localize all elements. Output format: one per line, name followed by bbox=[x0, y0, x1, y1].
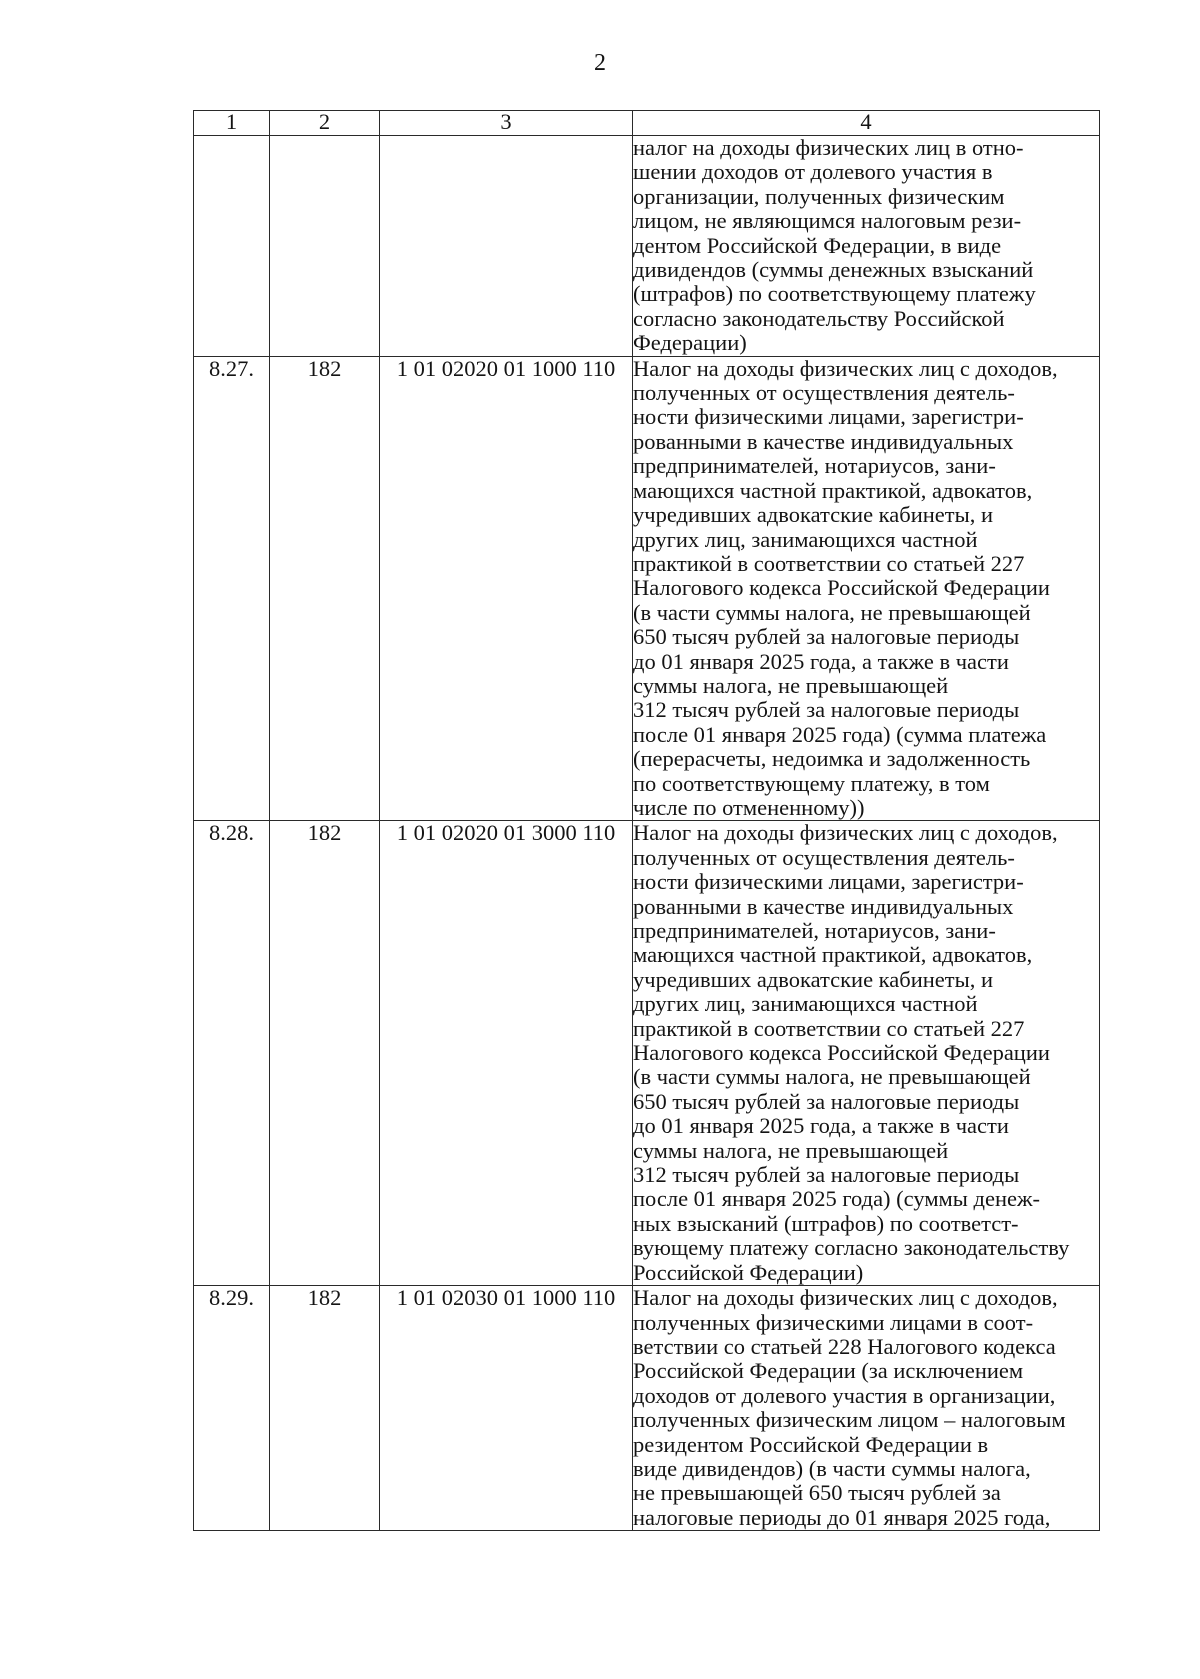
description-line: рованными в качестве индивидуальных bbox=[633, 893, 1014, 919]
description-line: других лиц, занимающихся частной bbox=[633, 991, 978, 1017]
description-line: Федерации) bbox=[633, 330, 747, 356]
description-line: других лиц, занимающихся частной bbox=[633, 526, 978, 552]
description-line: предпринимателей, нотариусов, зани- bbox=[633, 918, 996, 943]
table-row bbox=[194, 821, 1100, 1286]
description-line: числе по отмененному)) bbox=[633, 794, 865, 820]
description-line: рованными в качестве индивидуальных bbox=[633, 428, 1014, 454]
description-line: ности физическими лицами, зарегистри- bbox=[633, 869, 1024, 895]
description-line: резидентом Российской Федерации в bbox=[633, 1431, 989, 1457]
description-line: Налог на доходы физических лиц с доходов, bbox=[633, 820, 1058, 846]
description-line: не превышающей 650 тысяч рублей за bbox=[633, 1480, 1001, 1506]
description-line: полученных физическими лицами в соот- bbox=[633, 1309, 1034, 1335]
description-line: мающихся частной практикой, адвокатов, bbox=[633, 942, 1033, 968]
page-number: 2 bbox=[594, 50, 606, 76]
description-line: виде дивидендов) (в части суммы налога, bbox=[633, 1455, 1031, 1481]
description-line: организации, полученных физическим bbox=[633, 183, 1005, 209]
description-line: суммы налога, не превышающей bbox=[633, 672, 949, 698]
description-line: Российской Федерации) bbox=[633, 1259, 864, 1285]
description-line: дентом Российской Федерации, в виде bbox=[633, 232, 1002, 258]
description-line: практикой в соответствии со статьей 227 bbox=[633, 1015, 1025, 1041]
description-line: 650 тысяч рублей за налоговые периоды bbox=[633, 1088, 1020, 1114]
description-line: налоговые периоды до 01 января 2025 года, bbox=[633, 1504, 1051, 1530]
description-cell bbox=[633, 356, 1100, 821]
description-line: Налогового кодекса Российской Федерации bbox=[633, 575, 1050, 601]
description-line: (в части суммы налога, не превышающей bbox=[633, 599, 1031, 625]
description-line: предпринимателей, нотариусов, зани- bbox=[633, 453, 996, 479]
admin-code-cell: 182 bbox=[270, 821, 380, 1286]
row-number-cell: 8.28. bbox=[194, 821, 270, 1286]
description-line: полученных от осуществления деятель- bbox=[633, 844, 1015, 870]
description-line: мающихся частной практикой, адвокатов, bbox=[633, 477, 1033, 503]
description-line: практикой в соответствии со статьей 227 bbox=[633, 550, 1025, 576]
description-line: (штрафов) по соответствующему платежу bbox=[633, 281, 1036, 307]
description-line: ных взысканий (штрафов) по соответст- bbox=[633, 1210, 1019, 1236]
table-header-row bbox=[194, 111, 1100, 136]
table-row-continuation bbox=[194, 136, 1100, 357]
description-line: 650 тысяч рублей за налоговые периоды bbox=[633, 624, 1020, 650]
description-line: учредивших адвокатские кабинеты, и bbox=[633, 502, 994, 528]
column-header: 2 bbox=[270, 111, 380, 136]
description-line: суммы налога, не превышающей bbox=[633, 1137, 949, 1163]
description-line: ности физическими лицами, зарегистри- bbox=[633, 404, 1024, 430]
description-line: полученных физическим лицом – налоговым bbox=[633, 1407, 1066, 1433]
description-line: после 01 января 2025 года) (суммы денеж- bbox=[633, 1186, 1041, 1212]
description-line: шении доходов от долевого участия в bbox=[633, 159, 993, 185]
description-line: по соответствующему платежу, в том bbox=[633, 770, 990, 796]
kbk-cell: 1 01 02020 01 3000 110 bbox=[380, 821, 633, 1286]
description-line: согласно законодательству Российской bbox=[633, 305, 1005, 331]
description-line: Российской Федерации (за исключением bbox=[633, 1358, 1024, 1384]
description-line: до 01 января 2025 года, а также в части bbox=[633, 1113, 1009, 1139]
description-line: доходов от долевого участия в организации, bbox=[633, 1382, 1056, 1408]
description-line: Налогового кодекса Российской Федерации bbox=[633, 1040, 1050, 1066]
row-number-cell bbox=[194, 136, 270, 357]
kbk-cell: 1 01 02020 01 1000 110 bbox=[380, 356, 633, 821]
description-line: (перерасчеты, недоимка и задолженность bbox=[633, 746, 1031, 772]
kbk-cell: 1 01 02030 01 1000 110 bbox=[380, 1286, 633, 1531]
description-line: лицом, не являющимся налоговым рези- bbox=[633, 208, 1022, 234]
description-line: после 01 января 2025 года) (сумма платежа bbox=[633, 721, 1047, 747]
description-line: вующему платежу согласно законодательству bbox=[633, 1235, 1070, 1261]
description-line: Налог на доходы физических лиц с доходов, bbox=[633, 355, 1058, 381]
column-header: 4 bbox=[633, 111, 1100, 136]
description-line: полученных от осуществления деятель- bbox=[633, 380, 1015, 406]
description-line: налог на доходы физических лиц в отно- bbox=[633, 135, 1024, 160]
description-line: учредивших адвокатские кабинеты, и bbox=[633, 966, 994, 992]
admin-code-cell: 182 bbox=[270, 1286, 380, 1531]
table-row bbox=[194, 1286, 1100, 1531]
description-cell bbox=[633, 821, 1100, 1286]
admin-code-cell: 182 bbox=[270, 356, 380, 821]
description-cell bbox=[633, 136, 1100, 357]
budget-classification-table bbox=[193, 110, 1100, 1531]
description-line: дивидендов (суммы денежных взысканий bbox=[633, 257, 1034, 283]
description-line: ветствии со статьей 228 Налогового кодекса bbox=[633, 1333, 1056, 1359]
row-number-cell: 8.29. bbox=[194, 1286, 270, 1531]
description-line: 312 тысяч рублей за налоговые периоды bbox=[633, 697, 1020, 723]
row-number-cell: 8.27. bbox=[194, 356, 270, 821]
description-line: Налог на доходы физических лиц с доходов, bbox=[633, 1285, 1058, 1311]
description-line: до 01 января 2025 года, а также в части bbox=[633, 648, 1009, 674]
column-header: 3 bbox=[380, 111, 633, 136]
description-cell bbox=[633, 1286, 1100, 1531]
description-line: 312 тысяч рублей за налоговые периоды bbox=[633, 1162, 1020, 1188]
admin-code-cell bbox=[270, 136, 380, 357]
column-header: 1 bbox=[194, 111, 270, 136]
kbk-cell bbox=[380, 136, 633, 357]
table-row bbox=[194, 356, 1100, 821]
description-line: (в части суммы налога, не превышающей bbox=[633, 1064, 1031, 1090]
